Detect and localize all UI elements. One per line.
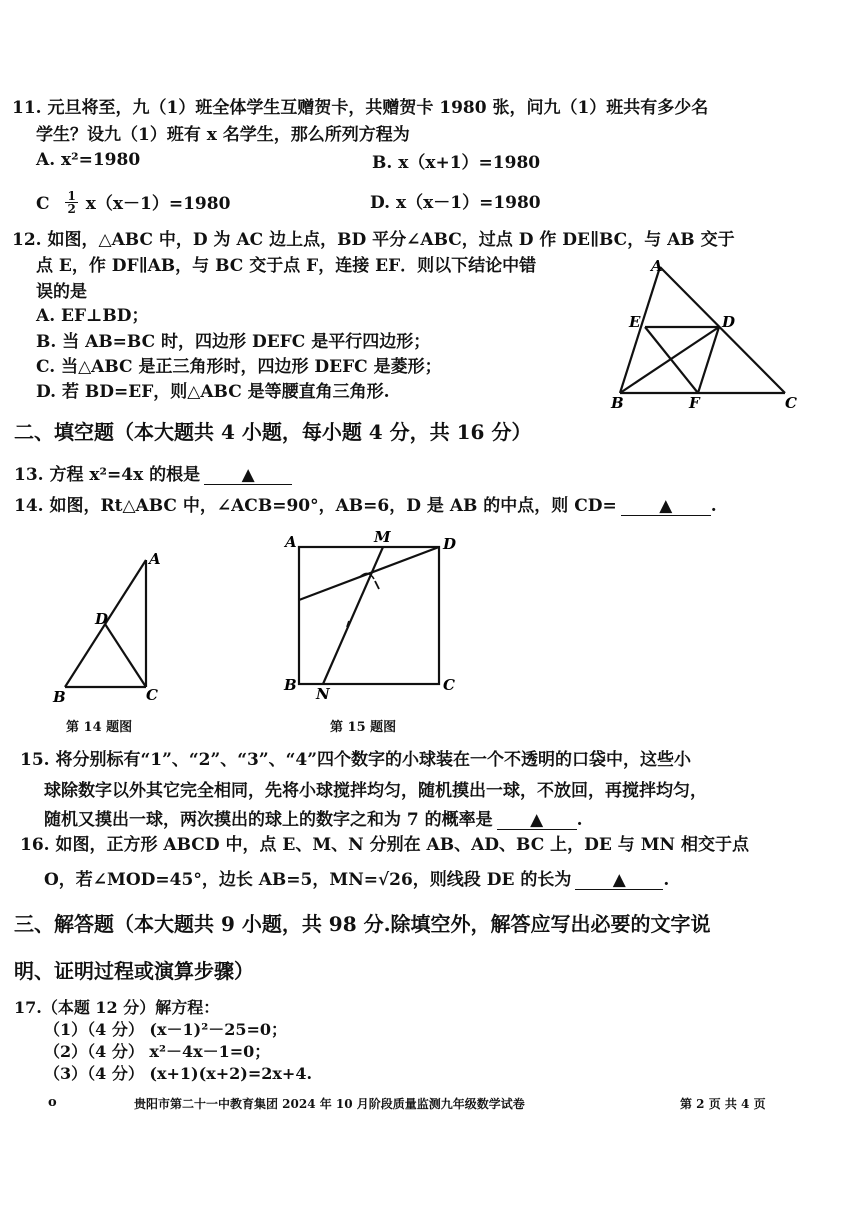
q12-option-b: B. 当 AB=BC 时，四边形 DEFC 是平行四边形； bbox=[36, 332, 431, 352]
q12-stem-line2: 点 E，作 DF∥AB，与 BC 交于点 F，连接 EF．则以下结论中错 bbox=[36, 256, 537, 276]
q13-answer-blank bbox=[204, 467, 292, 485]
q14-stem: 14. 如图，Rt△ABC 中，∠ACB=90°，AB=6，D 是 AB 的中点，则 CD= bbox=[14, 496, 617, 516]
q11-fraction-denominator: 2 bbox=[67, 202, 76, 216]
q15-stem: 随机又摸出一球，两次摸出的球上的数字之和为 7 的概率是 bbox=[44, 810, 493, 830]
fig15-label-n: N bbox=[316, 685, 330, 703]
q15-blank-marker: ▲ bbox=[530, 810, 544, 830]
q12-label-f: F bbox=[689, 394, 700, 412]
q12-option-c: C. 当△ABC 是正三角形时，四边形 DEFC 是菱形； bbox=[36, 357, 442, 377]
fig15-label-c: C bbox=[443, 676, 455, 694]
q12-stem-line1: 12. 如图，△ABC 中，D 为 AC 边上点，BD 平分∠ABC，过点 D 作 DE∥BC，与 AB 交于 bbox=[12, 230, 735, 250]
fig15-label-m: M bbox=[374, 528, 391, 546]
q11-fraction bbox=[65, 190, 77, 215]
fig14-label-b: B bbox=[53, 688, 66, 706]
q12-figure bbox=[605, 255, 805, 415]
q16-line2: O，若∠MOD=45°，边长 AB=5，MN=√26，则线段 DE 的长为 ▲ . bbox=[44, 870, 670, 890]
q11-option-a: A. x²=1980 bbox=[36, 150, 141, 170]
q15-line2: 球除数字以外其它完全相同，先将小球搅拌均匀，随机摸出一球，不放回，再搅拌均匀， bbox=[44, 781, 707, 801]
footer-left-mark: o bbox=[48, 1095, 57, 1110]
fig14-label-d: D bbox=[95, 610, 109, 628]
section3-title-line2: 明、证明过程或演算步骤） bbox=[14, 959, 254, 983]
footer-page-number: 第 2 页 共 4 页 bbox=[680, 1097, 766, 1111]
fig15-label-d: D bbox=[443, 535, 457, 553]
q17-part1: （1）（4 分） (x－1)²－25=0； bbox=[44, 1020, 288, 1039]
q13-text bbox=[14, 467, 292, 485]
q14-answer-blank bbox=[621, 498, 711, 516]
figure-15 bbox=[278, 525, 468, 705]
q12-label-b: B bbox=[611, 394, 624, 412]
fig14-label-c: C bbox=[146, 686, 158, 704]
q15-line3: 随机又摸出一球，两次摸出的球上的数字之和为 7 的概率是 ▲ . bbox=[44, 810, 583, 830]
q13-blank-marker: ▲ bbox=[241, 465, 255, 485]
q11-stem-line2: 学生？设九（1）班有 x 名学生，那么所列方程为 bbox=[36, 125, 410, 145]
q12-option-a: A. EF⊥BD； bbox=[36, 306, 149, 326]
q17-part3: （3）（4 分） (x+1)(x+2)=2x+4. bbox=[44, 1064, 313, 1083]
q12-label-e: E bbox=[629, 313, 641, 331]
q16-answer-blank bbox=[575, 872, 663, 890]
fig14-label-a: A bbox=[149, 550, 161, 568]
section3-title-line1: 三、解答题（本大题共 9 小题，共 98 分.除填空外，解答应写出必要的文字说 bbox=[14, 912, 711, 936]
q16-blank-marker: ▲ bbox=[612, 870, 626, 890]
q15-answer-blank bbox=[497, 812, 577, 830]
q14-blank-marker: ▲ bbox=[659, 496, 673, 516]
figure-14-caption: 第 14 题图 bbox=[66, 720, 133, 735]
q12-option-d: D. 若 BD=EF，则△ABC 是等腰直角三角形. bbox=[36, 382, 390, 402]
q11-option-d: D. x（x－1）=1980 bbox=[370, 193, 541, 213]
figure-15-caption: 第 15 题图 bbox=[330, 720, 397, 735]
q11-stem-line1: 11. 元旦将至，九（1）班全体学生互赠贺卡，共赠贺卡 1980 张，问九（1）班共有多少名 bbox=[12, 98, 709, 118]
q11-option-c bbox=[36, 189, 231, 217]
q12-label-d: D bbox=[722, 313, 736, 331]
q12-stem-line3: 误的是 bbox=[36, 282, 87, 302]
q11-option-c-equation: x（x－1）=1980 bbox=[85, 194, 231, 214]
fig15-label-b: B bbox=[284, 676, 297, 694]
figure-14 bbox=[45, 550, 175, 710]
q12-label-a: A bbox=[651, 257, 663, 275]
q11-option-c-letter: C bbox=[36, 194, 50, 214]
section2-title: 二、填空题（本大题共 4 小题，每小题 4 分，共 16 分） bbox=[14, 420, 532, 444]
q11-fraction-numerator: 1 bbox=[67, 189, 76, 203]
q12-label-c: C bbox=[785, 394, 797, 412]
q16-line1: 16. 如图，正方形 ABCD 中，点 E、M、N 分别在 AB、AD、BC 上，DE 与 MN 相交于点 bbox=[20, 835, 749, 855]
fig15-label-a: A bbox=[285, 533, 297, 551]
q16-stem: O，若∠MOD=45°，边长 AB=5，MN=√26，则线段 DE 的长为 bbox=[44, 870, 572, 890]
q15-line1: 15. 将分别标有“1”、“2”、“3”、“4”四个数字的小球装在一个不透明的口袋中，这些小 bbox=[20, 750, 692, 770]
q17-head: 17.（本题 12 分）解方程： bbox=[14, 998, 220, 1017]
q11-option-b: B. x（x+1）=1980 bbox=[372, 153, 541, 173]
q17-part2: （2）（4 分） x²－4x－1=0； bbox=[44, 1042, 271, 1061]
q13-stem: 13. 方程 x²=4x 的根是 bbox=[14, 465, 201, 485]
footer-title: 贵阳市第二十一中教育集团 2024 年 10 月阶段质量监测九年级数学试卷 bbox=[134, 1097, 525, 1111]
q14-text: 14. 如图，Rt△ABC 中，∠ACB=90°，AB=6，D 是 AB 的中点，则 CD= ▲ . bbox=[14, 496, 717, 516]
